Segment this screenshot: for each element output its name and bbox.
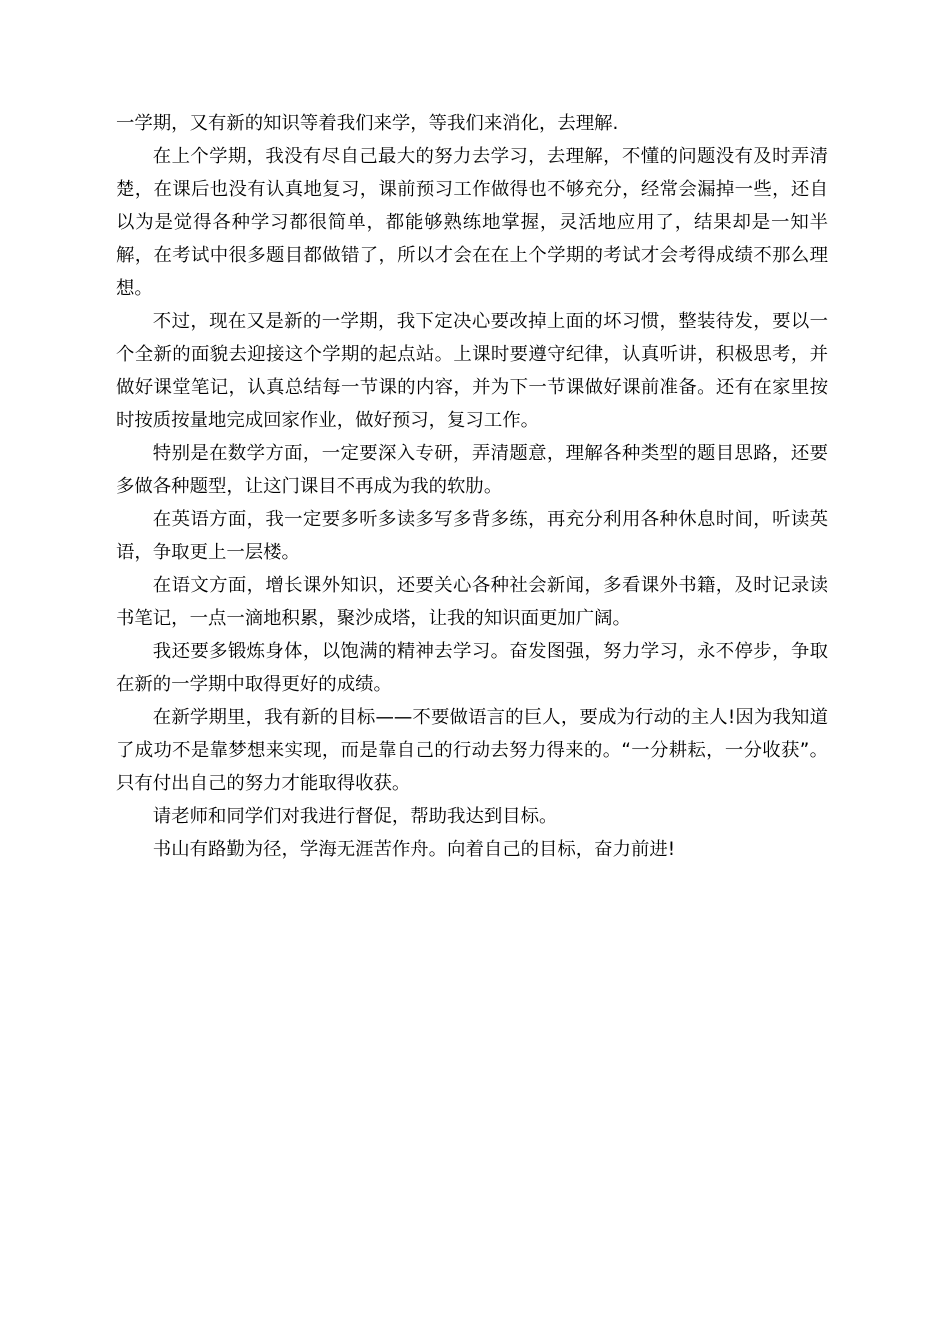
paragraph-5: 在英语方面，我一定要多听多读多写多背多练，再充分利用各种休息时间，听读英语，争取更上一层楼。: [116, 509, 828, 563]
paragraph-8: 在新学期里，我有新的目标——不要做语言的巨人，要成为行动的主人!因为我知道了成功不是靠梦想来实现，而是靠自己的行动去努力得来的。“一分耕耘，一分收获”。只有付出自己的努力才能取得收获。: [116, 707, 828, 794]
paragraph-9: 请老师和同学们对我进行督促，帮助我达到目标。: [152, 806, 558, 827]
paragraph-3: 不过，现在又是新的一学期，我下定决心要改掉上面的坏习惯，整装待发，要以一个全新的面貌去迎接这个学期的起点站。上课时要遵守纪律，认真听讲，积极思考，并做好课堂笔记，认真总结每一节课的内容，并为下一节课做好课前准备。还有在家里按时按质按量地完成回家作业，做好预习，复习工作。: [116, 311, 828, 431]
paragraph-2: 在上个学期，我没有尽自己最大的努力去学习，去理解，不懂的问题没有及时弄清楚，在课后也没有认真地复习，课前预习工作做得也不够充分，经常会漏掉一些，还自以为是觉得各种学习都很简单，都能够熟练地掌握，灵活地应用了，结果却是一知半解，在考试中很多题目都做错了，所以才会在在上个学期的考试才会考得成绩不那么理想。: [116, 146, 828, 299]
paragraph-7: 我还要多锻炼身体，以饱满的精神去学习。奋发图强，努力学习，永不停步，争取在新的一学期中取得更好的成绩。: [116, 641, 828, 695]
paragraph-4: 特别是在数学方面，一定要深入专研，弄清题意，理解各种类型的题目思路，还要多做各种题型，让这门课目不再成为我的软肋。: [116, 443, 828, 497]
paragraph-1: 一学期，又有新的知识等着我们来学，等我们来消化，去理解.: [116, 113, 619, 134]
paragraph-6: 在语文方面，增长课外知识，还要关心各种社会新闻，多看课外书籍，及时记录读书笔记，一点一滴地积累，聚沙成塔，让我的知识面更加广阔。: [116, 575, 828, 629]
paragraph-10: 书山有路勤为径，学海无涯苦作舟。向着自己的目标，奋力前进!: [152, 839, 676, 860]
document-body: [116, 107, 828, 866]
